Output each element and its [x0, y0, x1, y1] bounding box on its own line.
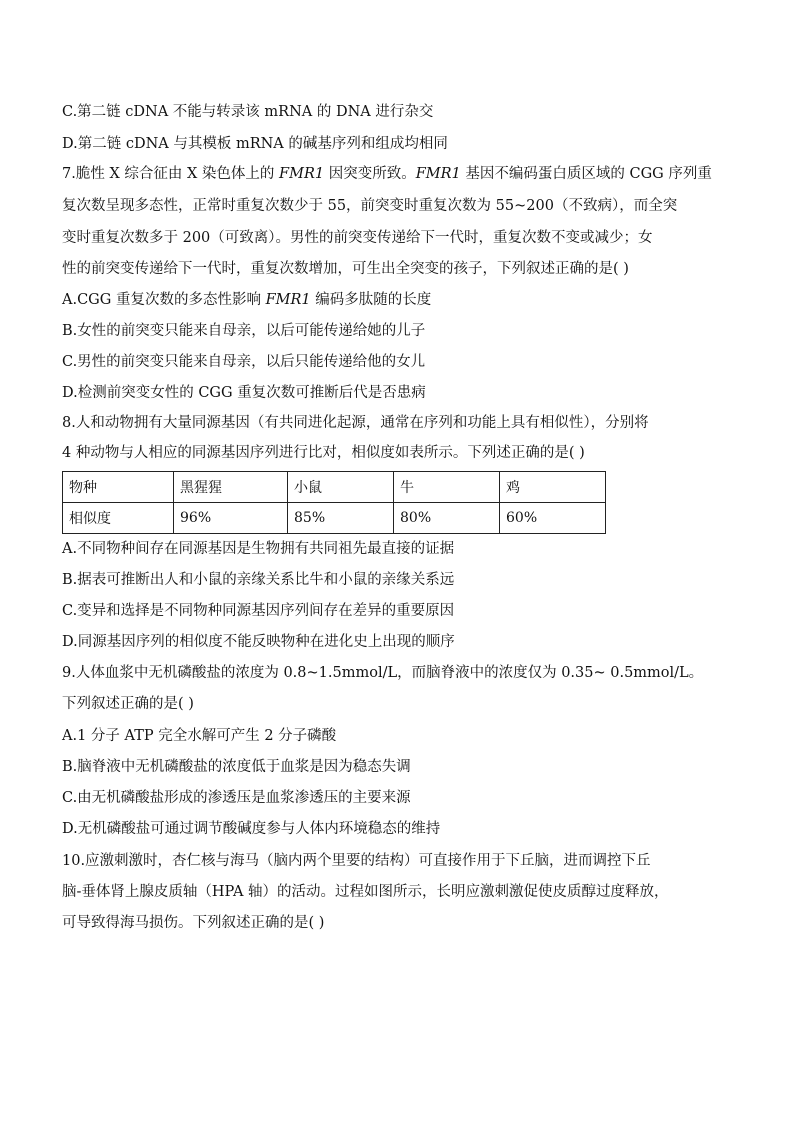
table-cell: 60%	[500, 503, 606, 534]
table-cell: 80%	[394, 503, 500, 534]
option-8a: A.不同物种间存在同源基因是生物拥有共同祖先最直接的证据	[62, 541, 455, 557]
question-9-line-2: 下列叙述正确的是( )	[62, 696, 194, 712]
table-cell: 鸡	[500, 472, 606, 503]
question-7-line-2: 复次数呈现多态性，正常时重复次数少于 55，前突变时重复次数为 55~200（不致病），而全突	[62, 198, 678, 214]
option-9a: A.1 分子 ATP 完全水解可产生 2 分子磷酸	[62, 728, 337, 744]
question-8-line-1: 8.人和动物拥有大量同源基因（有共同进化起源，通常在序列和功能上具有相似性），分别将	[62, 415, 649, 431]
option-6c: C.第二链 cDNA 不能与转录该 mRNA 的 DNA 进行杂交	[62, 104, 434, 120]
option-6d: D.第二链 cDNA 与其模板 mRNA 的碱基序列和组成均相同	[62, 136, 448, 152]
table-cell: 物种	[63, 472, 174, 503]
question-9-line-1: 9.人体血浆中无机磷酸盐的浓度为 0.8~1.5mmol/L，而脑脊液中的浓度仅为 0.35~ 0.5mmol/L。	[62, 665, 704, 681]
option-7a: A.CGG 重复次数的多态性影响 FMR1 编码多肽随的长度	[62, 292, 432, 308]
table-cell: 黑猩猩	[174, 472, 288, 503]
option-9d: D.无机磷酸盐可通过调节酸碱度参与人体内环境稳态的维持	[62, 821, 441, 837]
question-7-line-3: 变时重复次数多于 200（可致离）。男性的前突变传递给下一代时，重复次数不变或减少；女	[62, 230, 653, 246]
question-10-line-3: 可导致得海马损伤。下列叙述正确的是( )	[62, 915, 325, 931]
option-8b: B.据表可推断出人和小鼠的亲缘关系比牛和小鼠的亲缘关系远	[62, 572, 455, 588]
table-header-row	[63, 472, 606, 503]
table-cell: 96%	[174, 503, 288, 534]
table-cell: 相似度	[63, 503, 174, 534]
table-cell: 小鼠	[288, 472, 394, 503]
question-8-line-2: 4 种动物与人相应的同源基因序列进行比对，相似度如表所示。下列述正确的是( )	[62, 445, 585, 461]
question-10-line-2: 脑-垂体肾上腺皮质轴（HPA 轴）的活动。过程如图所示，长明应激刺激促使皮质醇过度释放，	[62, 884, 669, 900]
table-cell: 85%	[288, 503, 394, 534]
option-7b: B.女性的前突变只能来自母亲，以后可能传递给她的儿子	[62, 323, 426, 339]
option-7d: D.检测前突变女性的 CGG 重复次数可推断后代是否患病	[62, 385, 426, 401]
question-7-line-4: 性的前突变传递给下一代时，重复次数增加，可生出全突变的孩子，下列叙述正确的是( )	[62, 261, 629, 277]
option-8c: C.变异和选择是不同物种同源基因序列间存在差异的重要原因	[62, 603, 455, 619]
table-cell: 牛	[394, 472, 500, 503]
question-7-line-1: 7.脆性 X 综合征由 X 染色体上的 FMR1 因突变所致。FMR1 基因不编码蛋白质区域的 CGG 序列重	[62, 166, 712, 182]
option-7c: C.男性的前突变只能来自母亲，以后只能传递给他的女儿	[62, 354, 426, 370]
option-9b: B.脑脊液中无机磷酸盐的浓度低于血浆是因为稳态失调	[62, 759, 411, 775]
question-10-line-1: 10.应激刺激时，杏仁核与海马（脑内两个里要的结构）可直接作用于下丘脑，进而调控下丘	[62, 853, 651, 869]
option-8d: D.同源基因序列的相似度不能反映物种在进化史上出现的顺序	[62, 634, 455, 650]
similarity-table	[62, 471, 606, 534]
table-row	[63, 503, 606, 534]
option-9c: C.由无机磷酸盐形成的渗透压是血浆渗透压的主要来源	[62, 790, 411, 806]
